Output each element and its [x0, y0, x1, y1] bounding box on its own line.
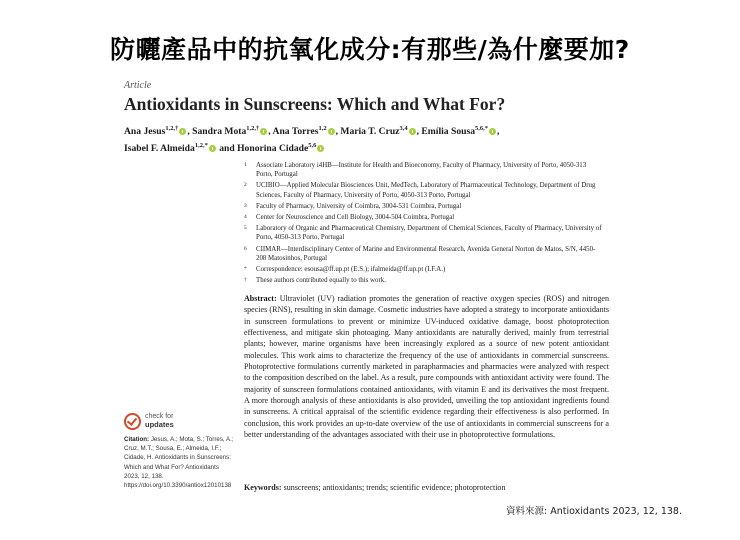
author-affiliation-sup: 5,6,*: [475, 125, 488, 132]
orcid-icon[interactable]: [409, 128, 416, 135]
affiliation-mark: 2: [244, 182, 247, 189]
author-affiliation-sup: 1,2,†: [165, 125, 179, 132]
author-affiliation-sup: 1,2,*: [194, 141, 208, 149]
affiliation-text: Center for Neuroscience and Cell Biology, 3004-504 Coimbra, Portugal: [256, 214, 455, 222]
orcid-icon[interactable]: [260, 128, 267, 135]
affiliation-item: [244, 245, 604, 263]
check-for-updates-text: [145, 413, 174, 430]
author-name[interactable]: Emília Sousa: [421, 126, 475, 138]
affiliation-text: Faculty of Pharmacy, University of Coimbra, 3004-531 Coimbra, Portugal: [256, 202, 462, 210]
affiliation-text: Correspondence: esousa@ff.up.pt (E.S.); ifalmeida@ff.up.pt (I.F.A.): [256, 266, 446, 274]
affiliation-item: [244, 265, 604, 274]
author-separator: ,: [187, 126, 190, 138]
keywords-block: [244, 483, 609, 492]
citation-text: Jesus, A.; Mota, S.; Torres, A.; Cruz, M.T.; Sousa, E.; Almeida, I.F.; Cidade, H. Antioxidants in Sunscreens: Which and What For? Antioxidants 2023, 12, 138. https://doi.org/10.3390/antiox12010138: [124, 436, 234, 490]
author-list: [124, 122, 544, 155]
affiliation-text: These authors contributed equally to this work.: [256, 277, 386, 285]
affiliation-mark: *: [244, 266, 247, 273]
affiliation-item: [244, 202, 604, 211]
paper-title: Antioxidants in Sunscreens: Which and What For?: [124, 94, 506, 114]
affiliation-mark: 6: [244, 245, 247, 252]
abstract-label: Abstract:: [244, 294, 277, 303]
author-affiliation-sup: 1,2,†: [246, 125, 260, 132]
author-separator: ,: [335, 126, 338, 138]
check-icon: [124, 413, 141, 430]
orcid-icon[interactable]: [209, 145, 216, 152]
affiliation-mark: 3: [244, 202, 247, 209]
affiliation-mark: 4: [244, 214, 247, 221]
author-name[interactable]: Honorina Cidade: [237, 142, 309, 154]
abstract-text: Ultraviolet (UV) radiation promotes the generation of reactive oxygen species (ROS) and nitrogen species (RNS), resulting in skin damage. Cosmetic industries have adopted a strategy to incorporate antioxidants in sunscreen formulations to prevent or minimize UV-induced oxidative damage, boost photoprotection effectiveness, and mitigate skin photoaging. Many antioxidants are naturally derived, mainly from terrestrial plants; however, marine organisms have been increasingly explored as a source of new potent antioxidant molecules. This work aims to characterize the frequency of the use of antioxidants in commercial sunscreens. Photoprotective formulations currently marketed in parapharmacies and pharmacies were analyzed with respect to the composition described on the label. As a result, pure compounds with antioxidant activity were found. The majority of sunscreen formulations contained antioxidants, with vitamin E and its derivatives the most frequent. A more thorough analysis of these antioxidants is also provided, unveiling the top antioxidant ingredients found in sunscreens. A critical appraisal of the scientific evidence regarding their effectiveness is also performed. In conclusion, this work provides an up-to-date overview of the use of antioxidants in commercial sunscreens for a better understanding of the advantages associated with their use in photoprotective formulations.: [244, 294, 610, 440]
affiliation-list: [244, 161, 604, 287]
author-separator: ,: [416, 126, 419, 138]
article-type: Article: [124, 80, 152, 91]
keywords-label: Keywords:: [244, 483, 282, 492]
author-name[interactable]: Ana Jesus: [124, 126, 166, 138]
orcid-icon[interactable]: [179, 128, 186, 135]
author-name[interactable]: Maria T. Cruz: [340, 126, 400, 138]
citation-block: [124, 435, 234, 490]
keywords-text: sunscreens; antioxidants; trends; scientific evidence; photoprotection: [283, 483, 506, 492]
author-name[interactable]: Sandra Mota: [192, 126, 247, 138]
affiliation-item: [244, 181, 604, 199]
affiliation-item: [244, 224, 604, 242]
affiliation-mark: 1: [244, 162, 247, 168]
author-separator: ,: [268, 126, 271, 138]
affiliation-mark: †: [244, 277, 247, 284]
author-affiliation-sup: 1,2: [318, 125, 327, 132]
author-name[interactable]: Isabel F. Almeida: [124, 142, 195, 154]
check-badge-line2: updates: [145, 420, 174, 429]
orcid-icon[interactable]: [328, 128, 335, 135]
check-badge-line1: check for: [145, 413, 174, 420]
affiliation-text: UCIBIO—Applied Molecular Biosciences Unit, MedTech, Laboratory of Pharmaceutical Technology, Department of Drug Sciences, Faculty of Pharmacy, University of Porto, 4050-313 Porto, Portugal: [256, 182, 596, 199]
affiliation-text: Associate Laboratory i4HB—Institute for Health and Bioeconomy, Faculty of Pharmacy, University of Porto, 4050-313 Porto, Portugal: [256, 162, 587, 179]
affiliation-text: CIIMAR—Interdisciplinary Center of Marine and Environmental Research, Avenida General Norton de Matos, S/N, 4450-208 Matosinhos, Portugal: [256, 245, 596, 262]
author-affiliation-sup: 5,6: [308, 141, 317, 149]
citation-label: Citation:: [124, 436, 150, 443]
orcid-icon[interactable]: [317, 145, 324, 152]
author-separator: and: [216, 142, 235, 154]
source-note: 資料來源: Antioxidants 2023, 12, 138.: [506, 506, 682, 517]
author-separator: ,: [497, 126, 500, 138]
author-name[interactable]: Ana Torres: [272, 126, 319, 138]
check-for-updates-badge[interactable]: [124, 413, 174, 430]
affiliation-item: [244, 213, 604, 222]
affiliation-item: [244, 276, 604, 285]
author-affiliation-sup: 3,4: [399, 125, 408, 132]
affiliation-mark: 5: [244, 225, 247, 232]
affiliation-item: [244, 161, 604, 179]
affiliation-text: Laboratory of Organic and Pharmaceutical Chemistry, Department of Chemical Sciences, Faculty of Pharmacy, University of Porto, 4050-313 Porto, Portugal: [256, 225, 602, 242]
slide-title: 防曬產品中的抗氧化成分:有那些/為什麼要加?: [110, 35, 630, 64]
abstract-block: [244, 293, 609, 440]
orcid-icon[interactable]: [489, 128, 496, 135]
